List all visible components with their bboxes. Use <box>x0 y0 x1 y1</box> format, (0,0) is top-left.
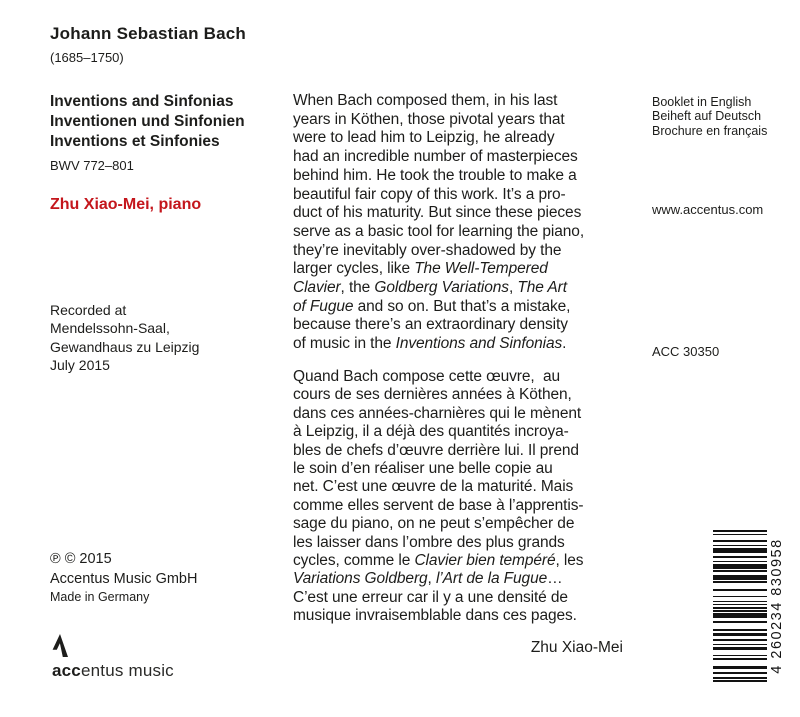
composer-dates: (1685–1750) <box>50 50 124 65</box>
copyright-company: Accentus Music GmbH <box>50 571 198 587</box>
recording-info: Recorded at Mendelssohn-Saal, Gewandhaus zu Leipzig July 2015 <box>50 302 200 374</box>
barcode-bars <box>713 530 767 682</box>
barcode <box>713 530 789 682</box>
accentus-logo-text <box>52 661 174 681</box>
accentus-music-logo <box>52 634 212 694</box>
bwv-catalog-number: BWV 772–801 <box>50 158 134 173</box>
made-in-germany-note: Made in Germany <box>50 590 150 604</box>
booklet-languages: Booklet in English Beiheft auf Deutsch Brochure en français <box>652 95 768 138</box>
album-titles: Inventions and Sinfonias Inventionen und Sinfonien Inventions et Sinfonies <box>50 93 245 151</box>
liner-notes-english: When Bach composed them, in his last years in Köthen, those pivotal years that were to lead him to Leipzig, he already had an incredible number of masterpieces behind him. He took the trouble to make a beautiful fair copy of this work. It’s a pro- duct of his maturity. But since these pieces serve as a basic tool for learning the piano, they’re inevitably over-shadowed by the larger cycles, like The Well-Tempered Clavier, the Goldberg Variations, The Art of Fugue and so on. But that’s a mistake, because there’s an extraordinary density of music in the Inventions and Sinfonias. <box>293 92 585 353</box>
barcode-digits: 4 260234 830958 <box>769 538 785 674</box>
composer-name: Johann Sebastian Bach <box>50 24 246 43</box>
note-author-signature: Zhu Xiao-Mei <box>530 639 623 656</box>
catalog-number: ACC 30350 <box>652 344 720 359</box>
liner-notes-french: Quand Bach compose cette œuvre, au cours de ses dernières années à Köthen, dans ces années-charnières qui le mènent à Leipzig, il a déjà des quantités incroya- bles de chefs d’œuvre derrière lui. Il prend le soin d’en réaliser une belle copie au net. C’est une œuvre de la maturité. Mais comme elles servent de base à l’apprentis- sage du piano, on ne peut s’empêcher de les laisser dans l’ombre des plus grands cycles, comme le Clavier bien tempéré, les Variations Goldberg, l’Art de la Fugue… C’est une erreur car il y a une densité de musique invraisemblable dans ces pages. <box>293 368 584 625</box>
logo-text-bold: acc <box>52 661 81 680</box>
logo-text-rest: entus music <box>80 661 174 680</box>
copyright-year: ℗ © 2015 <box>50 551 112 567</box>
accentus-lambda-icon <box>52 634 212 657</box>
label-website-url: www.accentus.com <box>652 202 764 217</box>
artist-credit: Zhu Xiao-Mei, piano <box>50 196 202 213</box>
